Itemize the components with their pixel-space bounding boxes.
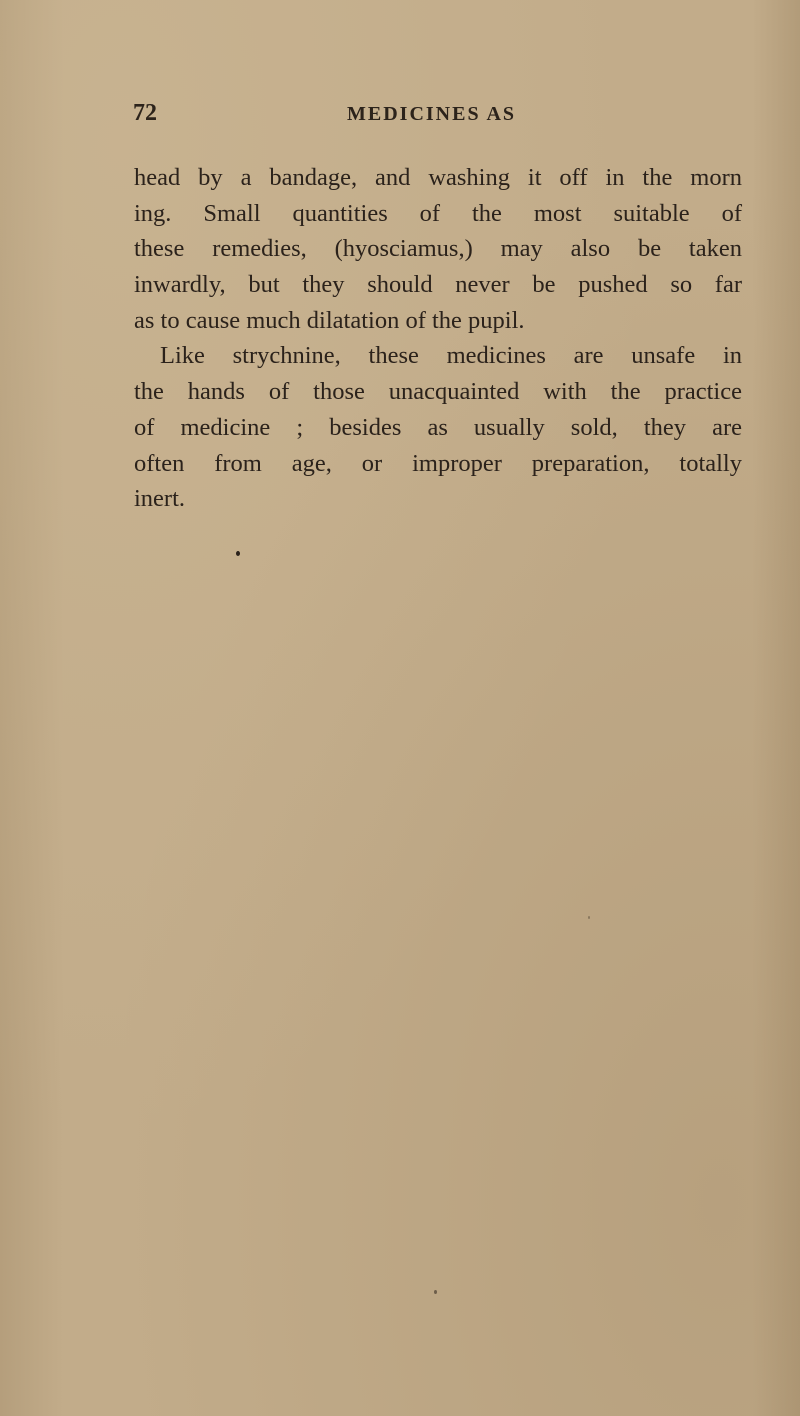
text-line: head by a bandage, and washing it off in the morn [134, 164, 742, 191]
page-number: 72 [133, 100, 157, 126]
text-line: inwardly, but they should never be pushed so far [134, 271, 742, 299]
text-line: the hands of those unacquainted with the practice [134, 378, 742, 406]
text-line: ing. Small quantities of the most suitable of [134, 199, 742, 227]
text-line: these remedies, (hyosciamus,) may also be taken [134, 235, 742, 263]
text-line: as to cause much dilatation of the pupil. [134, 306, 525, 334]
ink-speck [588, 916, 590, 919]
running-title: MEDICINES AS [347, 103, 517, 125]
text-line: Like strychnine, these medicines are unsafe in [160, 342, 742, 370]
ink-speck [236, 551, 240, 556]
text-line: inert. [134, 485, 186, 513]
text-line: of medicine ; besides as usually sold, they are [134, 413, 742, 441]
running-head [133, 100, 733, 132]
text-line: often from age, or improper preparation, totally [134, 449, 742, 477]
ink-speck [434, 1290, 437, 1294]
body-text [134, 160, 742, 517]
